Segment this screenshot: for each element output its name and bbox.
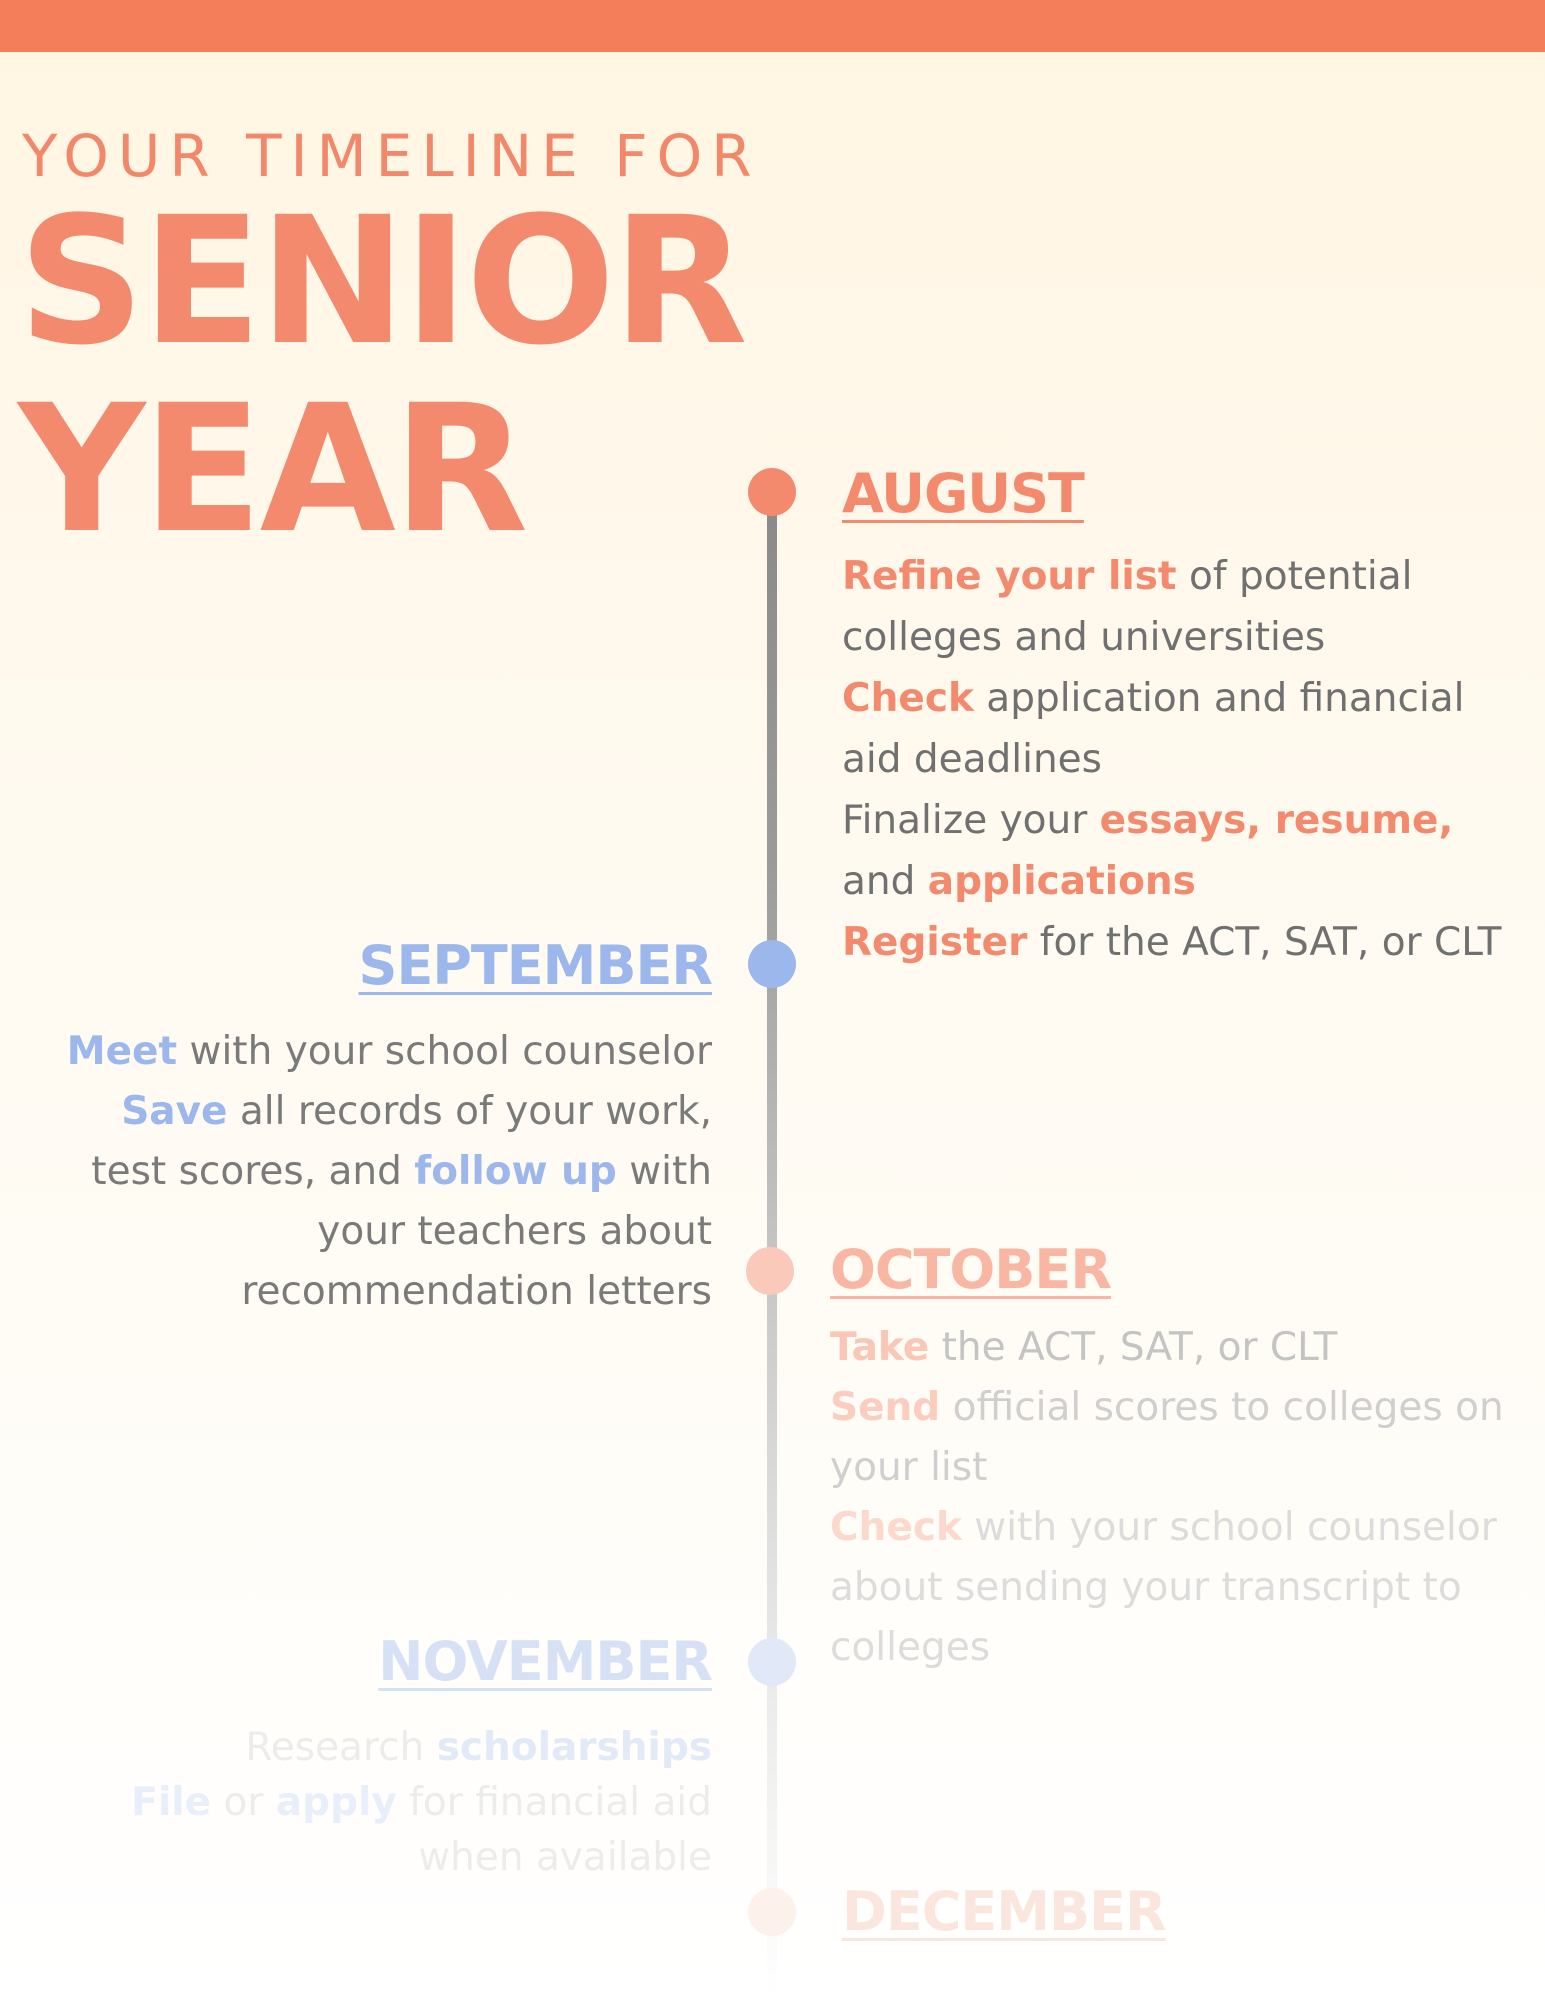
page-title <box>18 179 745 572</box>
timeline-kicker: YOUR TIMELINE FOR <box>22 122 761 190</box>
list-item: Send official scores to colleges on your list <box>830 1385 1504 1490</box>
month-items-august <box>842 546 1502 973</box>
month-heading-november: NOVEMBER <box>378 1630 712 1693</box>
timeline-dot-december <box>748 1888 796 1936</box>
timeline-line <box>767 492 777 2000</box>
timeline-dot-november <box>748 1638 796 1686</box>
month-heading-august: AUGUST <box>842 462 1084 525</box>
timeline-dot-august <box>748 468 796 516</box>
list-item: Finalize your essays, resume, and applications <box>842 798 1454 904</box>
list-item: Save all records of your work, test scores, and follow up with your teachers about recommendation letters <box>91 1089 712 1314</box>
timeline-dot-october <box>746 1247 794 1295</box>
list-item: Refine your list of potential colleges and universities <box>842 554 1413 660</box>
list-item: Check with your school counselor about sending your transcript to colleges <box>830 1505 1497 1670</box>
list-item: File or apply for financial aid when available <box>131 1780 712 1880</box>
title-line-2: YEAR <box>18 367 526 572</box>
list-item: Check application and financial aid deadlines <box>842 676 1465 782</box>
list-item: Register for the ACT, SAT, or CLT <box>842 920 1502 965</box>
list-item: Take the ACT, SAT, or CLT <box>830 1325 1338 1370</box>
month-items-november <box>60 1720 712 1885</box>
timeline-dot-september <box>748 940 796 988</box>
month-heading-october: OCTOBER <box>830 1238 1111 1301</box>
list-item: Meet with your school counselor <box>66 1029 712 1074</box>
title-line-1: SENIOR <box>18 179 745 384</box>
top-banner-bar <box>0 0 1545 52</box>
month-items-september <box>40 1022 712 1322</box>
month-heading-december: DECEMBER <box>842 1880 1166 1943</box>
list-item: Research scholarships <box>245 1725 712 1770</box>
month-heading-september: SEPTEMBER <box>358 934 712 997</box>
month-items-october <box>830 1318 1510 1678</box>
